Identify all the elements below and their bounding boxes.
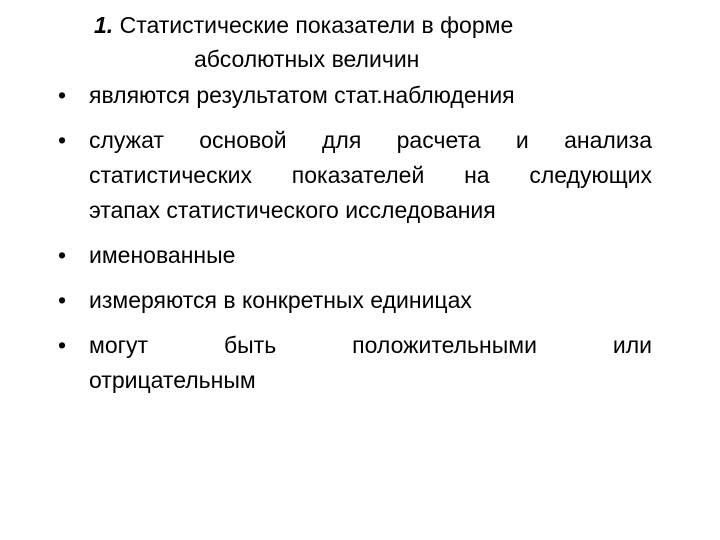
slide-title — [72, 8, 632, 76]
bullet-item — [56, 283, 652, 318]
title-line-1 — [72, 8, 632, 42]
bullet-dot-icon: • — [58, 287, 67, 313]
bullet-line: отрицательным — [89, 367, 256, 393]
bullet-dot-icon: • — [58, 127, 67, 153]
bullet-item — [56, 238, 652, 273]
bullet-dot-icon: • — [58, 242, 67, 268]
bullet-list — [56, 78, 652, 408]
bullet-line: измеряются в конкретных единицах — [89, 287, 472, 313]
bullet-line: статистических показателей на следующих — [89, 162, 652, 188]
bullet-dot-icon: • — [58, 82, 67, 108]
bullet-line: служат основой для расчета и анализа — [89, 127, 652, 153]
bullet-line: являются результатом стат.наблюдения — [89, 82, 515, 108]
bullet-dot-icon: • — [58, 332, 67, 358]
bullet-line: могут быть положительными или — [89, 332, 652, 358]
bullet-item — [56, 78, 652, 113]
bullet-item — [56, 123, 652, 228]
bullet-item — [56, 328, 652, 398]
bullet-line: этапах статистического исследования — [89, 197, 496, 223]
title-number: 1. — [94, 12, 114, 38]
title-line-2: абсолютных величин — [194, 46, 420, 72]
bullet-line: именованные — [89, 242, 236, 268]
title-text-1: Статистические показатели в форме — [119, 12, 514, 38]
